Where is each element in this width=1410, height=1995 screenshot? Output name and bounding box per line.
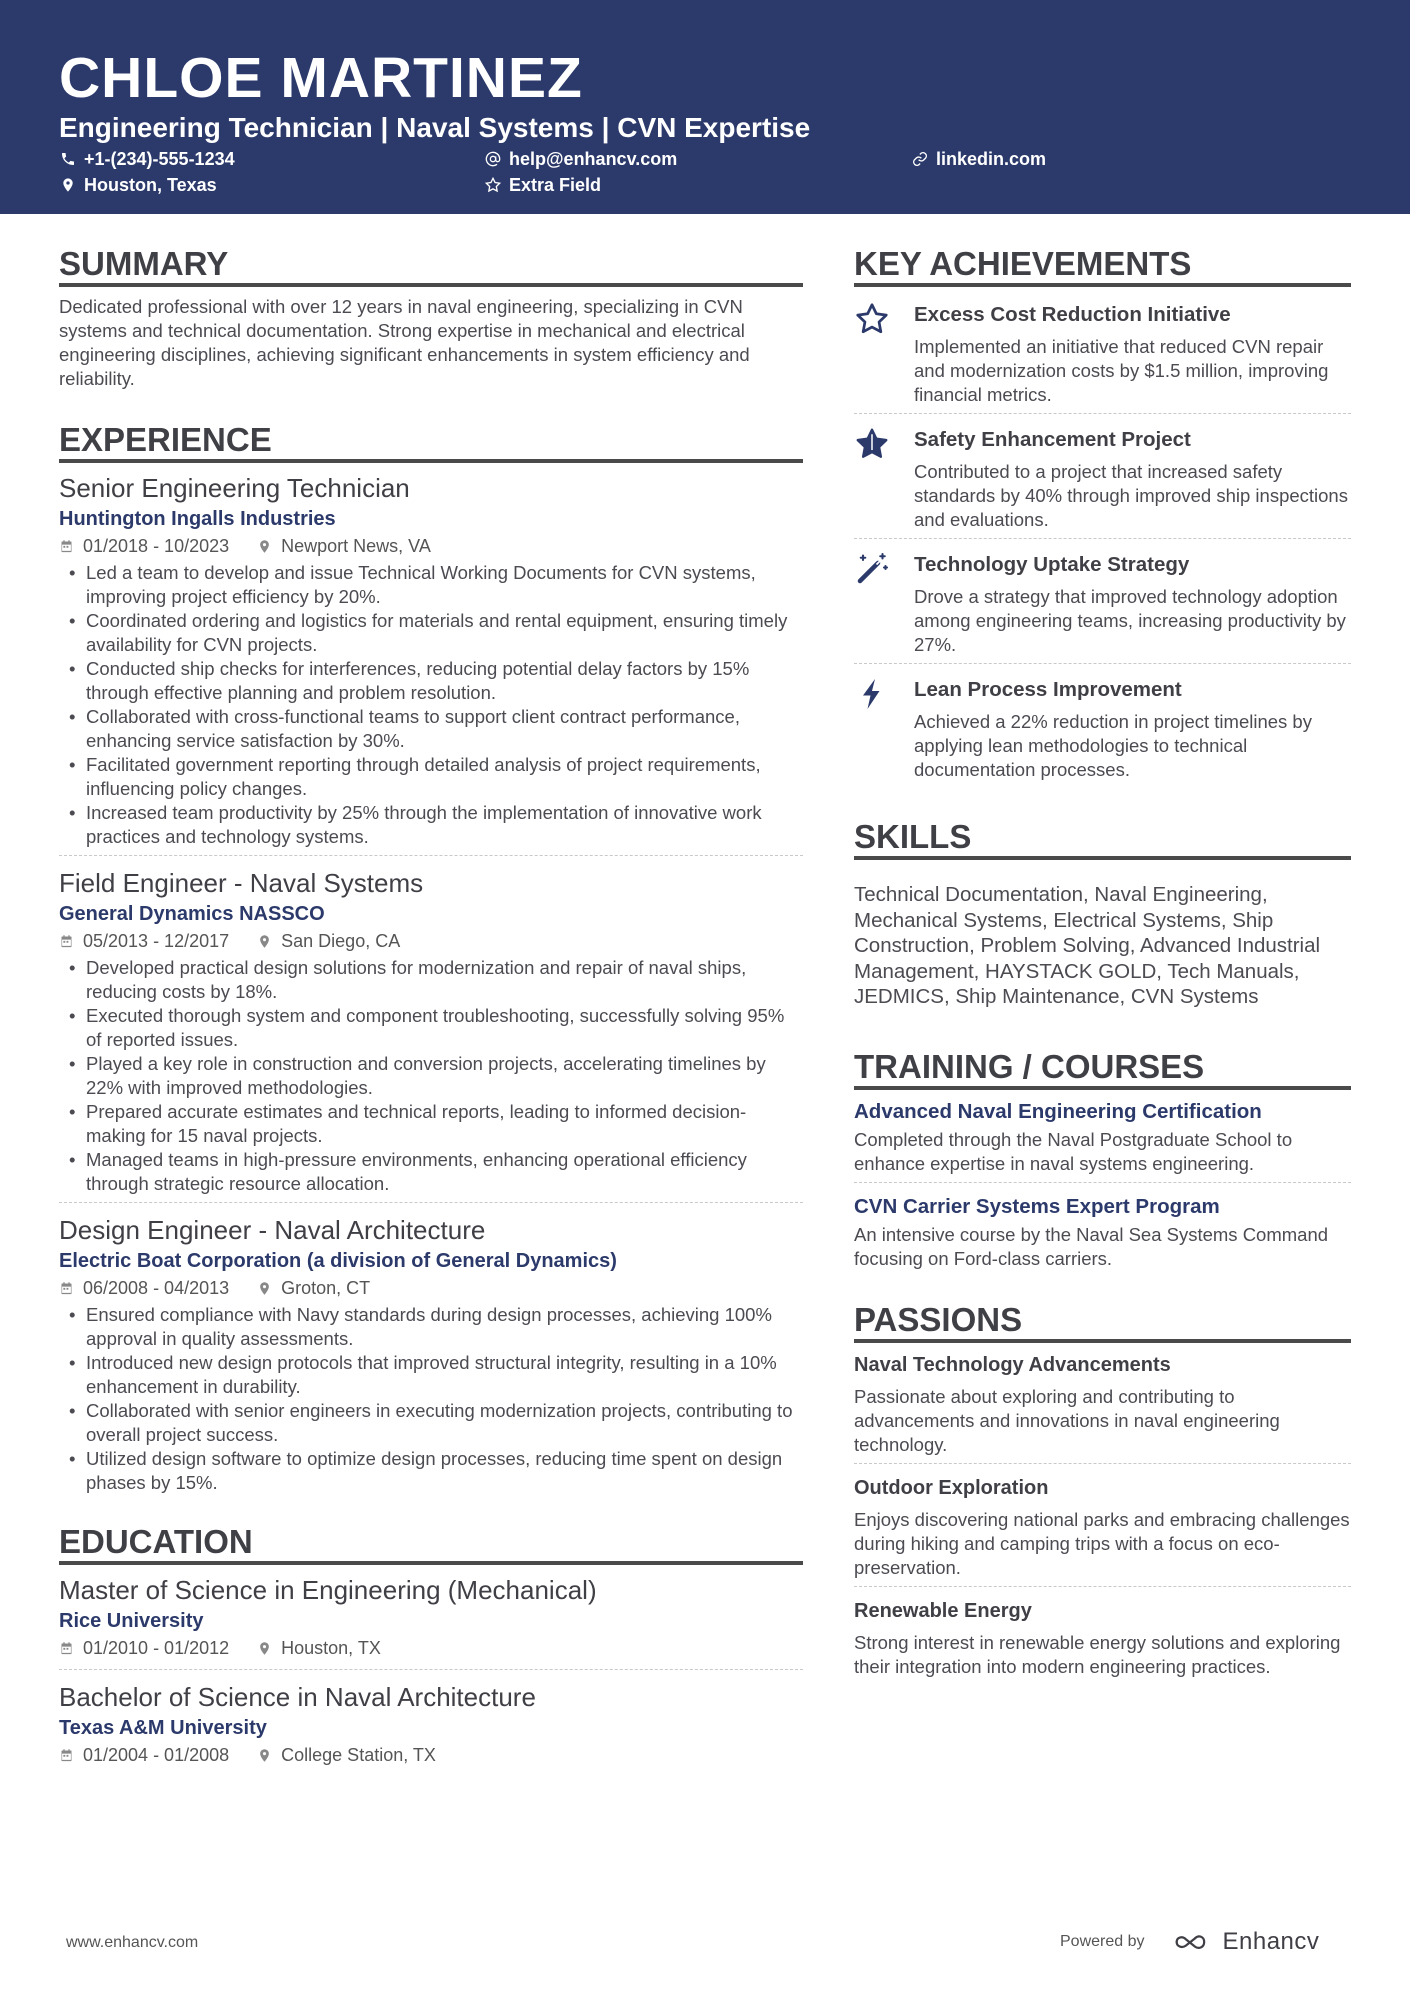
date-text: 01/2018 - 10/2023 <box>83 536 230 556</box>
school-name: Texas A&M University <box>59 1717 267 1739</box>
bullet-item: • Collaborated with cross-functional teams to support client contract performance, enhancing service satisfaction by 30%. <box>59 705 803 753</box>
achievements-section <box>854 245 1351 788</box>
date-range <box>59 928 229 954</box>
contact-website[interactable] <box>912 148 1046 170</box>
map-pin-icon <box>257 1748 272 1763</box>
powered-by-label: Powered by <box>1060 1933 1145 1950</box>
phone-icon <box>60 151 76 167</box>
training-title: TRAINING / COURSES <box>854 1048 1351 1090</box>
passion-description: Strong interest in renewable energy solutions and exploring their integration into modern engineering practices. <box>854 1631 1341 1677</box>
achievements-list <box>854 289 1351 788</box>
achievement-item <box>854 414 1351 539</box>
date-range <box>59 1635 229 1661</box>
bullet-item: • Introduced new design protocols that improved structural integrity, resulting in a 10% enhancement in durability. <box>59 1351 803 1399</box>
at-sign-icon <box>485 151 501 167</box>
company-name: Electric Boat Corporation (a division of General Dynamics) <box>59 1250 617 1272</box>
candidate-name: CHLOE MARTINEZ <box>59 46 583 110</box>
enhancv-brand: Enhancv <box>1222 1928 1320 1955</box>
achievement-description: Drove a strategy that improved technology adoption among engineering teams, increasing productivity by 27%. <box>914 586 1346 655</box>
experience-list <box>59 471 803 1501</box>
company-name: Huntington Ingalls Industries <box>59 508 336 530</box>
bullet-item: • Ensured compliance with Navy standards during design processes, achieving 100% approval in quality assessments. <box>59 1303 803 1351</box>
passion-description: Enjoys discovering national parks and embracing challenges during hiking and camping trips with a focus on eco-preservation. <box>854 1508 1350 1578</box>
location-text: Groton, CT <box>281 1278 371 1298</box>
achievement-icon-wrap <box>854 676 914 782</box>
location-text: College Station, TX <box>281 1745 436 1765</box>
location-text: San Diego, CA <box>281 931 401 951</box>
bullet-item: • Conducted ship checks for interferences, reducing potential delay factors by 15% through effective planning and problem resolution. <box>59 657 803 705</box>
bullet-item: • Facilitated government reporting through detailed analysis of project requirements, influencing policy changes. <box>59 753 803 801</box>
date-text: 05/2013 - 12/2017 <box>83 931 230 951</box>
achievement-icon-wrap <box>854 551 914 657</box>
calendar-icon <box>59 1641 74 1656</box>
education-section <box>59 1523 803 1776</box>
summary-section <box>59 245 803 391</box>
course-description: Completed through the Naval Postgraduate School to enhance expertise in naval systems engineering. <box>854 1128 1293 1174</box>
skills-text: Technical Documentation, Naval Engineering, Mechanical Systems, Electrical Systems, Ship Construction, Problem Solving, Advanced Industrial Management, HAYSTACK GOLD, Tech Manuals, JEDMICS, Ship Maintenance, CVN Systems <box>854 883 1321 1008</box>
bullet-item: • Played a key role in construction and conversion projects, accelerating timelines by 22% with improved methodologies. <box>59 1052 803 1100</box>
course-description: An intensive course by the Naval Sea Systems Command focusing on Ford-class carriers. <box>854 1223 1329 1269</box>
job-bullets <box>59 561 803 849</box>
date-text: 01/2004 - 01/2008 <box>83 1745 230 1765</box>
course-item <box>854 1193 1351 1277</box>
enhancv-logo-icon <box>1173 1931 1217 1953</box>
passion-description: Passionate about exploring and contributing to advancements and innovations in naval engineering technology. <box>854 1385 1280 1455</box>
contact-extra <box>485 174 601 196</box>
degree-title: Bachelor of Science in Naval Architecture <box>59 1682 536 1712</box>
bullet-item: • Increased team productivity by 25% through the implementation of innovative work practices and technology systems. <box>59 801 803 849</box>
location <box>257 1275 370 1301</box>
job-entry <box>59 866 803 1203</box>
email-text: help@enhancv.com <box>509 149 678 169</box>
skills-title: SKILLS <box>854 818 1351 860</box>
map-pin-icon <box>257 539 272 554</box>
bullet-item: • Utilized design software to optimize design processes, reducing time spent on design phases by 15%. <box>59 1447 803 1495</box>
star-outline-icon <box>854 301 890 337</box>
job-title: Design Engineer - Naval Architecture <box>59 1215 486 1245</box>
magic-wand-icon <box>854 551 890 587</box>
experience-title: EXPERIENCE <box>59 421 803 463</box>
education-list <box>59 1573 803 1776</box>
extra-text: Extra Field <box>509 175 602 195</box>
location-text: Houston, TX <box>281 1638 381 1658</box>
map-pin-icon <box>60 177 76 193</box>
website-text: linkedin.com <box>936 149 1047 169</box>
achievement-title: Safety Enhancement Project <box>914 428 1191 451</box>
star-icon <box>485 177 501 193</box>
footer-powered-by[interactable] <box>1060 1928 1319 1956</box>
candidate-headline: Engineering Technician | Naval Systems | CVN Expertise <box>59 112 811 143</box>
passion-title: Outdoor Exploration <box>854 1476 1049 1499</box>
achievement-icon-wrap <box>854 301 914 407</box>
lightning-bolt-icon <box>854 676 890 712</box>
summary-text: Dedicated professional with over 12 years in naval engineering, specializing in CVN systems and technical documentation. Strong expertise in mechanical and electrical engineering disciplines, achieving significant enhancements in system efficiency and reliability. <box>59 296 750 389</box>
achievement-item <box>854 539 1351 664</box>
date-range <box>59 1275 229 1301</box>
map-pin-icon <box>257 934 272 949</box>
education-entry <box>59 1680 803 1776</box>
date-range <box>59 1742 229 1768</box>
footer-website[interactable]: www.enhancv.com <box>66 1934 199 1951</box>
achievement-description: Achieved a 22% reduction in project timelines by applying lean methodologies to technical documentation processes. <box>914 711 1312 780</box>
achievement-body <box>914 551 1351 657</box>
training-section <box>854 1048 1351 1277</box>
achievement-item <box>854 289 1351 414</box>
passions-section <box>854 1301 1351 1685</box>
bullet-item: • Prepared accurate estimates and technical reports, leading to informed decision-making for 15 naval projects. <box>59 1100 803 1148</box>
passion-item <box>854 1351 1351 1464</box>
date-location-row <box>59 533 803 559</box>
degree-title: Master of Science in Engineering (Mechanical) <box>59 1575 597 1605</box>
date-text: 06/2008 - 04/2013 <box>83 1278 230 1298</box>
right-column <box>854 245 1351 1695</box>
contact-email[interactable] <box>485 148 677 170</box>
achievement-description: Implemented an initiative that reduced CVN repair and modernization costs by $1.5 million, improving financial metrics. <box>914 336 1329 405</box>
calendar-icon <box>59 1748 74 1763</box>
bullet-item: • Developed practical design solutions for modernization and repair of naval ships, reducing costs by 18%. <box>59 956 803 1004</box>
map-pin-icon <box>257 1641 272 1656</box>
date-range <box>59 533 229 559</box>
passions-list <box>854 1351 1351 1685</box>
passion-title: Naval Technology Advancements <box>854 1353 1171 1376</box>
phone-text: +1-(234)-555-1234 <box>84 149 235 169</box>
achievement-title: Excess Cost Reduction Initiative <box>914 303 1231 326</box>
location <box>257 1635 381 1661</box>
passions-title: PASSIONS <box>854 1301 1351 1343</box>
date-text: 01/2010 - 01/2012 <box>83 1638 230 1658</box>
link-icon <box>912 151 928 167</box>
resume-header <box>0 0 1410 214</box>
education-title: EDUCATION <box>59 1523 803 1565</box>
achievement-description: Contributed to a project that increased safety standards by 40% through improved ship inspections and evaluations. <box>914 461 1348 530</box>
job-bullets <box>59 1303 803 1495</box>
calendar-icon <box>59 934 74 949</box>
contact-location <box>60 174 217 196</box>
date-location-row <box>59 1742 803 1768</box>
star-half-icon <box>854 426 890 462</box>
calendar-icon <box>59 539 74 554</box>
summary-title: SUMMARY <box>59 245 803 287</box>
training-list <box>854 1098 1351 1277</box>
location <box>257 1742 436 1768</box>
course-item <box>854 1098 1351 1183</box>
job-title: Senior Engineering Technician <box>59 473 410 503</box>
left-column <box>59 245 803 1786</box>
achievement-title: Technology Uptake Strategy <box>914 553 1190 576</box>
achievement-body <box>914 676 1351 782</box>
map-pin-icon <box>257 1281 272 1296</box>
skills-section <box>854 818 1351 1010</box>
location-text: Houston, Texas <box>84 175 217 195</box>
date-location-row <box>59 1635 803 1661</box>
achievement-title: Lean Process Improvement <box>914 678 1182 701</box>
achievement-item <box>854 664 1351 788</box>
passion-item <box>854 1474 1351 1587</box>
contact-phone[interactable] <box>60 148 235 170</box>
job-entry <box>59 471 803 856</box>
course-title: CVN Carrier Systems Expert Program <box>854 1194 1220 1218</box>
school-name: Rice University <box>59 1610 204 1632</box>
achievement-body <box>914 301 1351 407</box>
company-name: General Dynamics NASSCO <box>59 903 325 925</box>
calendar-icon <box>59 1281 74 1296</box>
location <box>257 928 400 954</box>
bullet-item: • Executed thorough system and component troubleshooting, successfully solving 95% of reported issues. <box>59 1004 803 1052</box>
passion-title: Renewable Energy <box>854 1599 1032 1622</box>
location <box>257 533 431 559</box>
bullet-item: • Managed teams in high-pressure environments, enhancing operational efficiency through strategic resource allocation. <box>59 1148 803 1196</box>
bullet-item: • Led a team to develop and issue Technical Working Documents for CVN systems, improving project efficiency by 20%. <box>59 561 803 609</box>
job-bullets <box>59 956 803 1196</box>
location-text: Newport News, VA <box>281 536 431 556</box>
bullet-item: • Collaborated with senior engineers in executing modernization projects, contributing to overall project success. <box>59 1399 803 1447</box>
education-entry <box>59 1573 803 1670</box>
passion-item <box>854 1597 1351 1685</box>
date-location-row <box>59 1275 803 1301</box>
experience-section <box>59 421 803 1501</box>
achievement-icon-wrap <box>854 426 914 532</box>
job-title: Field Engineer - Naval Systems <box>59 868 424 898</box>
course-title: Advanced Naval Engineering Certification <box>854 1099 1262 1123</box>
date-location-row <box>59 928 803 954</box>
bullet-item: • Coordinated ordering and logistics for materials and rental equipment, ensuring timely availability for CVN projects. <box>59 609 803 657</box>
job-entry <box>59 1213 803 1501</box>
achievement-body <box>914 426 1351 532</box>
achievements-title: KEY ACHIEVEMENTS <box>854 245 1351 287</box>
